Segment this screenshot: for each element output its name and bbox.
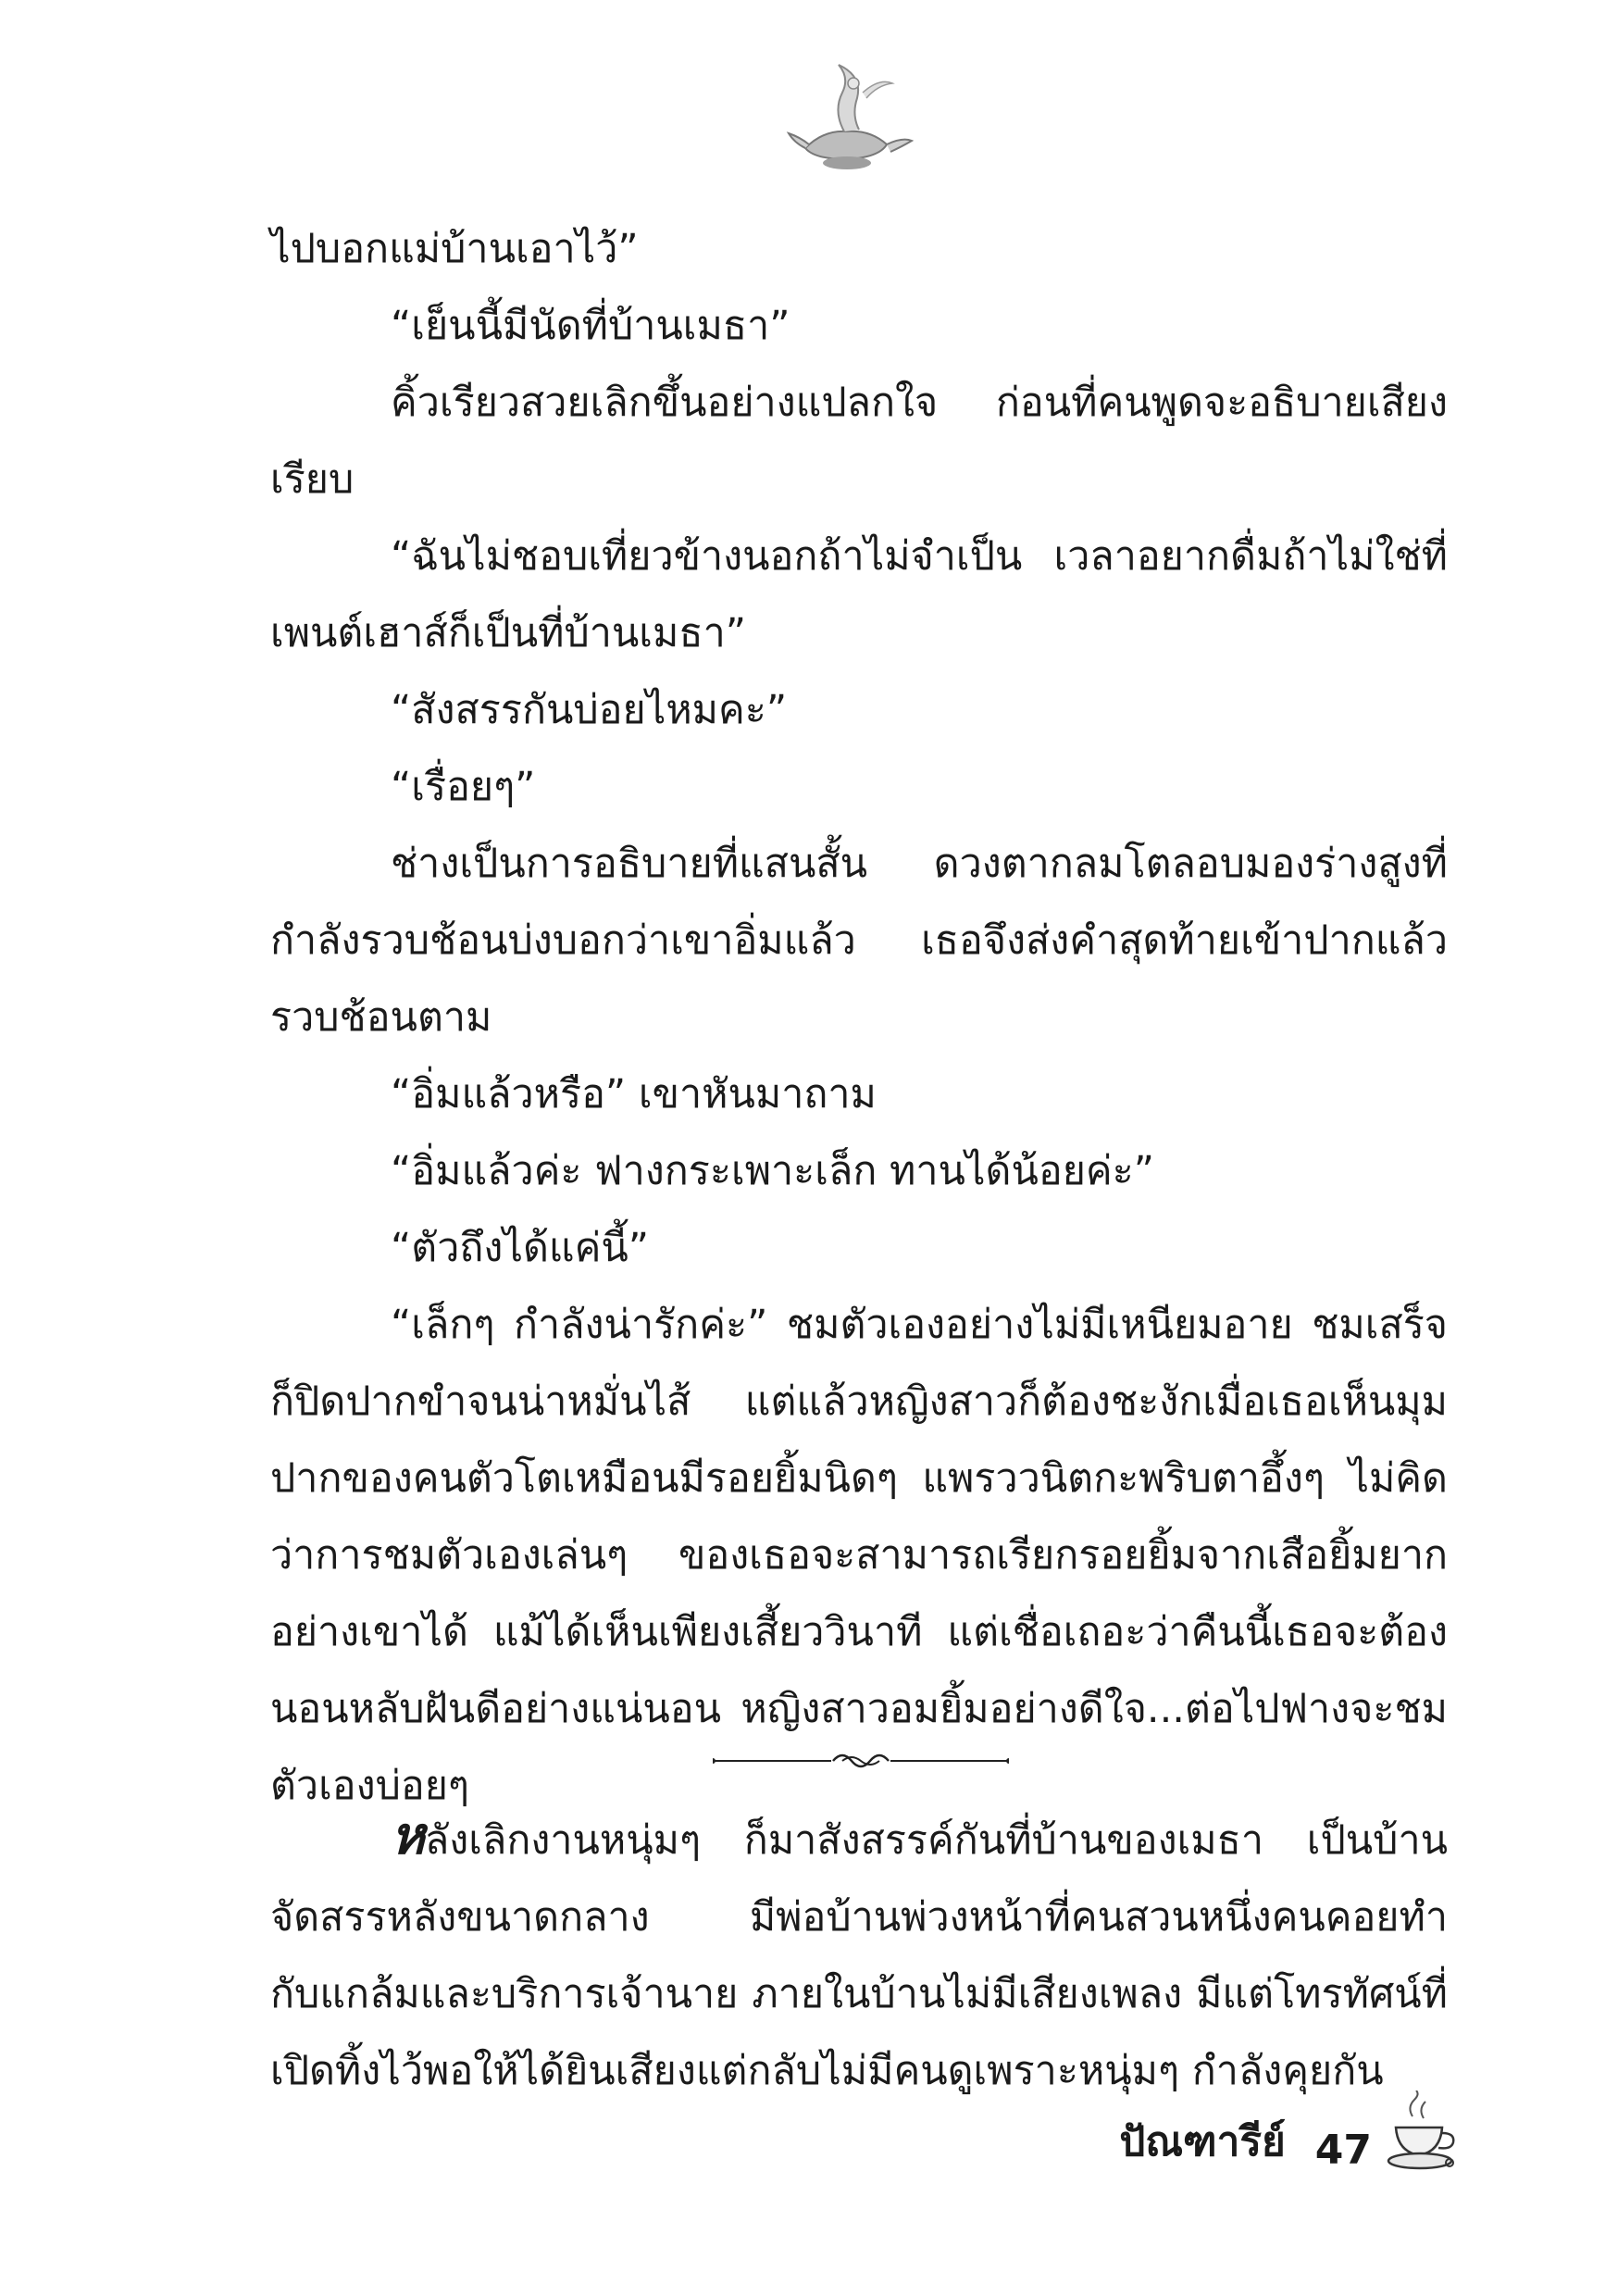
- paragraph: “ตัวถึงได้แค่นี้”: [391, 1225, 650, 1271]
- paragraph: คิ้วเรียวสวยเลิกขึ้นอย่างแปลกใจ ก่อนที่คนพูดจะอธิบายเสียงเรียบ: [270, 380, 1448, 503]
- paragraph: ช่างเป็นการอธิบายที่แสนสั้น ดวงตากลมโตลอบมองร่างสูงที่กำลังรวบช้อนบ่งบอกว่าเขาอิ่มแล้ว เธอจึงส่งคำสุดท้ายเข้าปากแล้วรวบช้อนตาม: [270, 841, 1448, 1041]
- section-1-text: [270, 211, 1448, 1825]
- book-title: ปัณฑารีย์: [1119, 2118, 1286, 2165]
- page-number: 47: [1314, 2127, 1372, 2174]
- paragraph: “เล็กๆ กำลังน่ารักค่ะ” ชมตัวเองอย่างไม่มีเหนียมอาย ชมเสร็จก็ปิดปากขำจนน่าหมั่นไส้ แต่แล้วหญิงสาวก็ต้องชะงักเมื่อเธอเห็นมุมปากของคนตัวโตเหมือนมีรอยยิ้มนิดๆ แพรววนิตกะพริบตาอึ้งๆ ไม่คิดว่าการชมตัวเองเล่นๆ ของเธอจะสามารถเรียกรอยยิ้มจากเสือยิ้มยากอย่างเขาได้ แม้ได้เห็นเพียงเสี้ยววินาที แต่เชื่อเถอะว่าคืนนี้เธอจะต้องนอนหลับฝันดีอย่างแน่นอน หญิงสาวอมยิ้มอย่างดีใจ...ต่อไปฟางจะชมตัวเองบ่อยๆ: [270, 1302, 1448, 1809]
- scroll-divider-icon: [713, 1742, 1009, 1779]
- section-2-text: [270, 1798, 1448, 2110]
- coffee-cup-icon: [1385, 2090, 1462, 2174]
- paragraph: “สังสรรกันบ่อยไหมคะ”: [391, 687, 788, 733]
- page-footer: [1119, 2090, 1462, 2174]
- genie-lamp-icon: [778, 56, 916, 176]
- paragraph: “เย็นนี้มีนัดที่บ้านเมธา”: [391, 303, 790, 349]
- paragraph: “อิ่มแล้วหรือ” เขาหันมาถาม: [391, 1071, 877, 1117]
- paragraph: “อิ่มแล้วค่ะ ฟางกระเพาะเล็ก ทานได้น้อยค่ะ”: [391, 1148, 1155, 1194]
- paragraph: “ฉันไม่ชอบเที่ยวข้างนอกถ้าไม่จำเป็น เวลาอยากดื่มถ้าไม่ใช่ที่เพนต์เฮาส์ก็เป็นที่บ้านเมธา”: [270, 533, 1448, 656]
- paragraph: [270, 1798, 1448, 2110]
- paragraph: “เรื่อยๆ”: [391, 764, 536, 810]
- paragraph-body: ลังเลิกงานหนุ่มๆ ก็มาสังสรรค์กันที่บ้านของเมธา เป็นบ้านจัดสรรหลังขนาดกลาง มีพ่อบ้านพ่วงหน้าที่คนสวนหนึ่งคนคอยทำกับแกล้มและบริการเจ้านาย ภายในบ้านไม่มีเสียงเพลง มีแต่โทรทัศน์ที่เปิดทิ้งไว้พอให้ได้ยินเสียงแต่กลับไม่มีคนดูเพราะหนุ่มๆ กำลังคุยกัน: [270, 1817, 1448, 2094]
- paragraph: ไปบอกแม่บ้านเอาไว้”: [270, 226, 639, 272]
- drop-cap: ห: [391, 1805, 425, 1866]
